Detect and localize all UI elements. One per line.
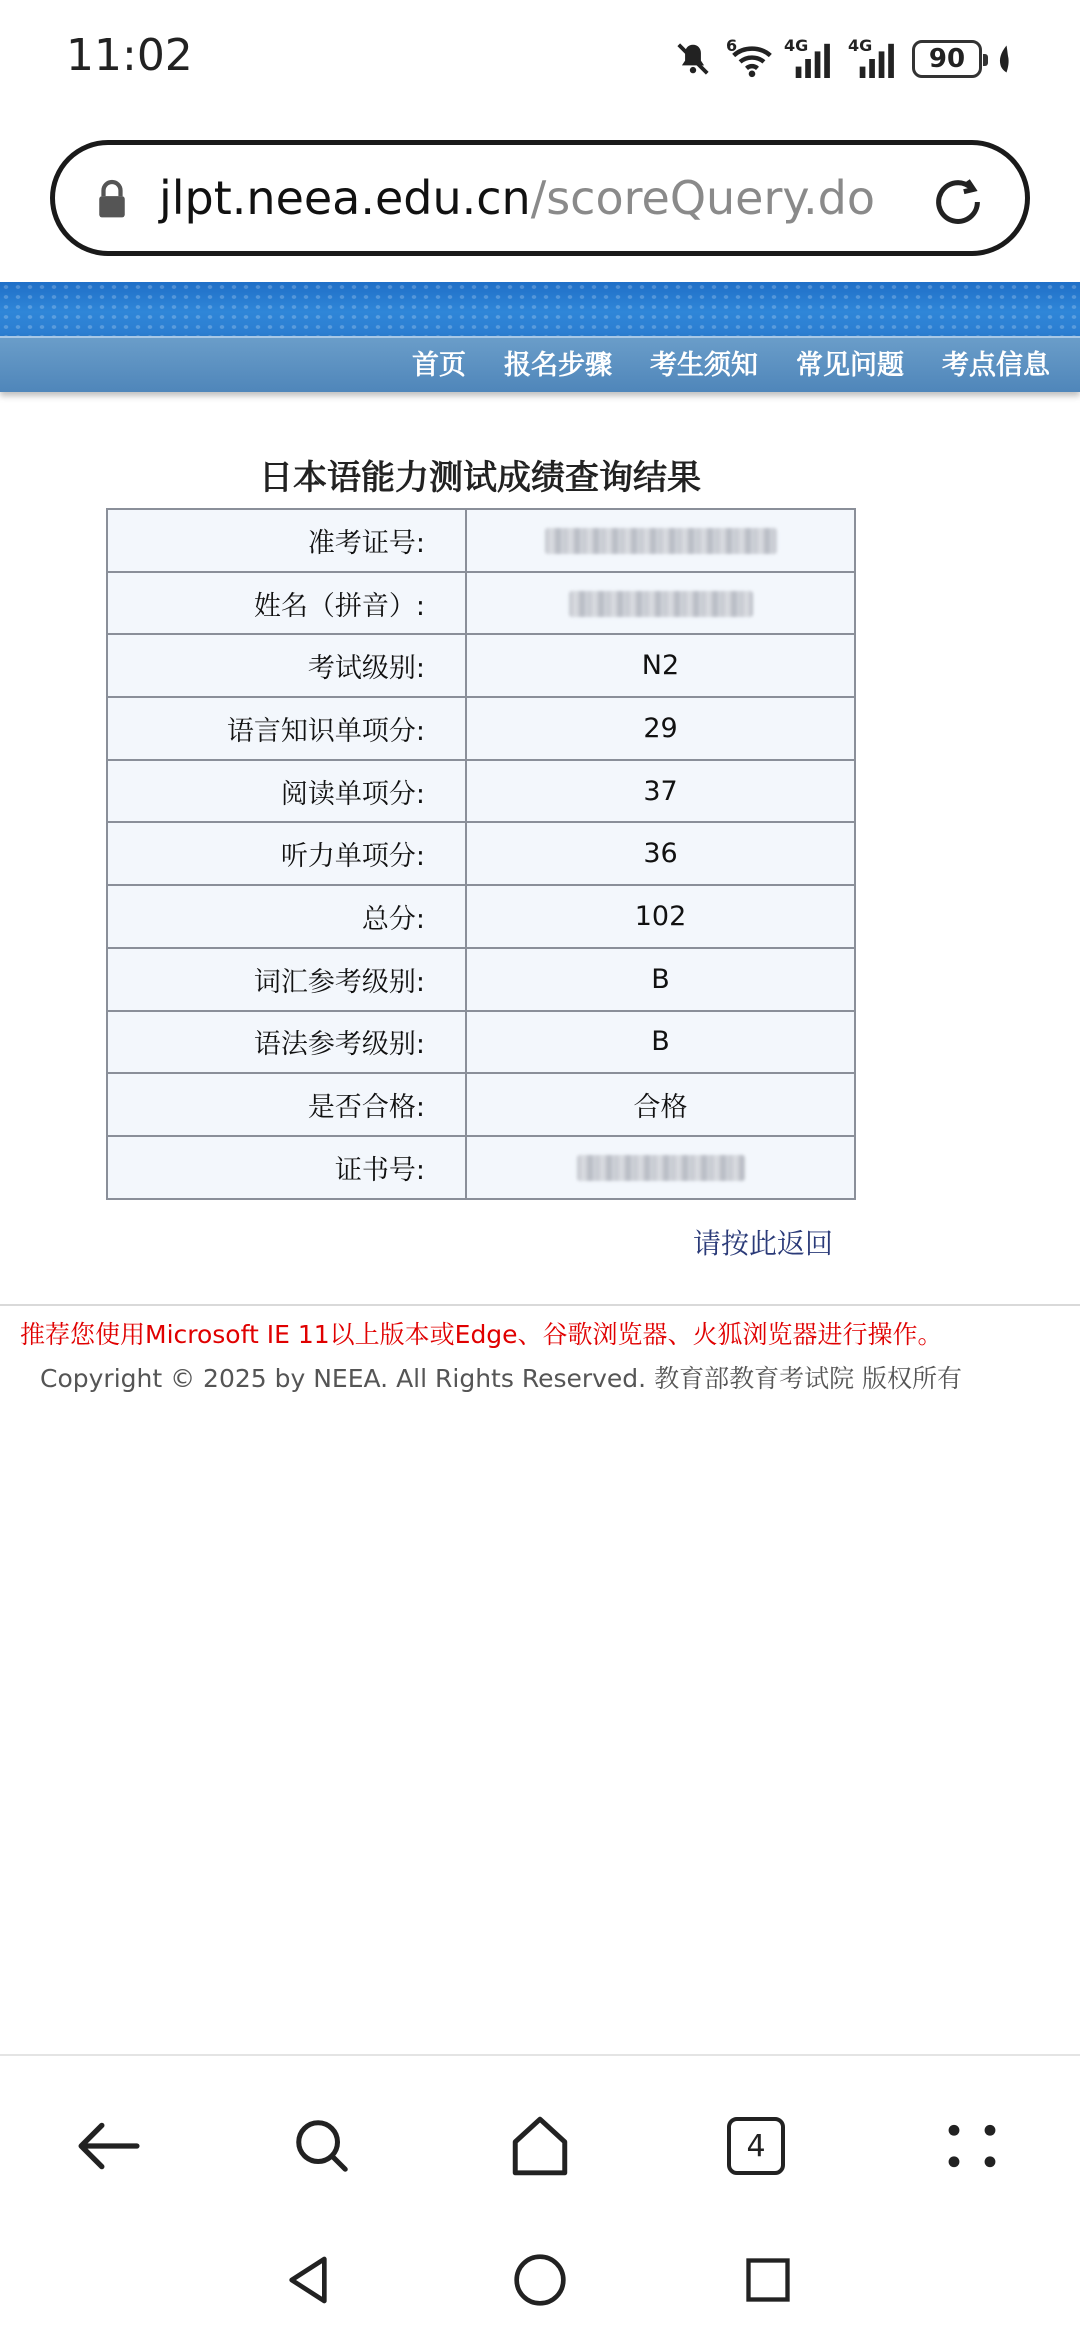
wifi-icon [726, 36, 770, 78]
row-value-redacted [466, 509, 855, 572]
search-button[interactable] [282, 2106, 362, 2186]
redacted-value [577, 1155, 745, 1181]
row-label: 总分: [107, 885, 466, 948]
wifi-label: 6 [726, 36, 738, 55]
back-button[interactable] [68, 2106, 148, 2186]
mute-bell-icon [674, 40, 712, 78]
circle-home-icon [512, 2252, 568, 2308]
row-label: 准考证号: [107, 509, 466, 572]
table-row [107, 885, 855, 948]
system-navigation-bar [0, 2226, 1080, 2340]
redacted-value [545, 528, 777, 554]
status-bar [0, 0, 1080, 120]
row-value-redacted [466, 572, 855, 635]
row-label: 词汇参考级别: [107, 948, 466, 1011]
search-icon [291, 2115, 353, 2177]
back-link[interactable]: 请按此返回 [692, 1227, 833, 1260]
browser-toolbar [0, 2056, 1080, 2226]
nav-item-candidate-notice[interactable]: 考生须知 [650, 350, 758, 381]
menu-button[interactable] [932, 2106, 1012, 2186]
row-value: 29 [466, 697, 855, 760]
table-row [107, 509, 855, 572]
score-table [106, 508, 856, 1200]
table-row [107, 760, 855, 823]
home-icon [507, 2113, 573, 2179]
table-row [107, 1136, 855, 1199]
triangle-back-icon [280, 2252, 336, 2308]
row-value: B [466, 948, 855, 1011]
tabs-button[interactable] [716, 2106, 796, 2186]
row-label: 语言知识单项分: [107, 697, 466, 760]
status-time: 11:02 [66, 30, 193, 81]
row-value: 102 [466, 885, 855, 948]
network-type-label-1: 4G [784, 36, 809, 55]
cellular-signal-icon-1 [784, 36, 834, 78]
tab-count: 4 [727, 2117, 785, 2175]
page-title: 日本语能力测试成绩查询结果 [259, 458, 701, 498]
site-nav [0, 336, 1080, 392]
footer-divider [0, 1304, 1080, 1306]
system-recents-button[interactable] [736, 2248, 800, 2312]
nav-item-home[interactable]: 首页 [412, 350, 466, 381]
url-host: jlpt.neea.edu.cn [159, 171, 531, 225]
battery-level: 90 [928, 44, 966, 74]
row-label: 证书号: [107, 1136, 466, 1199]
nav-item-registration-steps[interactable]: 报名步骤 [504, 350, 612, 381]
table-row [107, 1011, 855, 1074]
row-label: 考试级别: [107, 634, 466, 697]
row-value: 37 [466, 760, 855, 823]
leaf-icon [996, 44, 1014, 74]
address-bar[interactable] [50, 140, 1030, 256]
table-row [107, 572, 855, 635]
more-dots-icon [945, 2119, 999, 2173]
row-label: 阅读单项分: [107, 760, 466, 823]
system-back-button[interactable] [276, 2248, 340, 2312]
table-row [107, 948, 855, 1011]
square-recents-icon [742, 2254, 794, 2306]
row-label: 听力单项分: [107, 822, 466, 885]
copyright-text: Copyright © 2025 by NEEA. All Rights Reserved. 教育部教育考试院 版权所有 [40, 1364, 963, 1393]
arrow-left-icon [75, 2116, 141, 2176]
row-value: 合格 [466, 1073, 855, 1136]
redacted-value [569, 591, 753, 617]
table-row [107, 634, 855, 697]
table-row [107, 1073, 855, 1136]
battery-indicator [912, 40, 982, 78]
status-icons [674, 34, 1014, 84]
url-path: /scoreQuery.do [530, 171, 876, 225]
reload-icon[interactable] [927, 171, 989, 233]
lock-icon [95, 179, 129, 219]
network-type-label-2: 4G [848, 36, 873, 55]
row-value: B [466, 1011, 855, 1074]
row-label: 语法参考级别: [107, 1011, 466, 1074]
row-label: 是否合格: [107, 1073, 466, 1136]
table-row [107, 822, 855, 885]
browser-recommendation-notice: 推荐您使用Microsoft IE 11以上版本或Edge、谷歌浏览器、火狐浏览器进行操作。 [20, 1320, 943, 1349]
url-text[interactable] [159, 171, 875, 225]
nav-item-faq[interactable]: 常见问题 [796, 350, 904, 381]
table-row [107, 697, 855, 760]
cellular-signal-icon-2 [848, 36, 898, 78]
row-value: N2 [466, 634, 855, 697]
nav-item-test-centers[interactable]: 考点信息 [942, 350, 1050, 381]
row-value-redacted [466, 1136, 855, 1199]
system-home-button[interactable] [508, 2248, 572, 2312]
site-banner [0, 282, 1080, 336]
row-value: 36 [466, 822, 855, 885]
home-button[interactable] [500, 2106, 580, 2186]
row-label: 姓名（拼音）: [107, 572, 466, 635]
